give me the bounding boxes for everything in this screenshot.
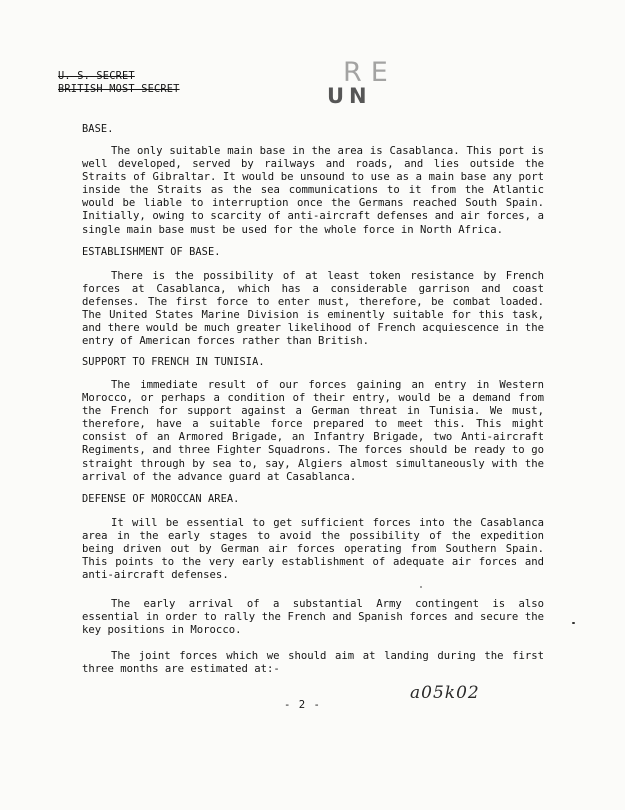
paragraph-establishment: There is the possibility of at least token resistance by French forces at Casablanca, which has a considerable garrison and coast defenses. The first force to enter must, therefore, be combat loaded. The United States Marine Division is eminently suitable for this task, and there would be much greater likelihood of French acquiescence in the entry of American forces rather than British. <box>82 270 544 348</box>
classification-us-secret: U. S. SECRET <box>58 70 135 82</box>
section-heading-establishment: ESTABLISHMENT OF BASE. <box>82 246 221 258</box>
scan-speck <box>420 586 422 588</box>
paragraph-defense-morocco-2: The early arrival of a substantial Army contingent is also essential in order to rally the French and Spanish forces and secure the key positions in Morocco. <box>82 598 544 637</box>
section-heading-support-tunisia: SUPPORT TO FRENCH IN TUNISIA. <box>82 356 265 368</box>
declassification-stamp-line2: UN <box>327 84 372 108</box>
page-number: - 2 - <box>284 699 321 711</box>
paragraph-support-tunisia: The immediate result of our forces gaining an entry in Western Morocco, or perhaps a condition of their entry, would be a demand from the French for support against a German threat in Tunisia. We must, therefore, have a suitable force prepared to meet this. This might consist of an Armored Brigade, an Infantry Brigade, two Anti-aircraft Regiments, and three Fighter Squadrons. The forces should be ready to go straight through by sea to, say, Algiers almost simultaneously with the arrival of the advance guard at Casablanca. <box>82 379 544 483</box>
paragraph-defense-morocco-1: It will be essential to get sufficient forces into the Casablanca area in the early stages to avoid the possibility of the expedition being driven out by German air forces operating from Southern Spain. This points to the very early establishment of adequate air forces and anti-aircraft defenses. <box>82 517 544 582</box>
handwritten-note: a05k02 <box>410 683 480 703</box>
scan-speck <box>572 622 575 624</box>
paragraph-defense-morocco-3: The joint forces which we should aim at landing during the first three months are estimated at:- <box>82 650 544 676</box>
section-heading-defense-morocco: DEFENSE OF MOROCCAN AREA. <box>82 493 240 505</box>
declassification-stamp-line1: RE <box>343 57 397 88</box>
section-heading-base: BASE. <box>82 123 114 135</box>
classification-british-most-secret: BRITISH MOST SECRET <box>58 83 180 95</box>
paragraph-base: The only suitable main base in the area is Casablanca. This port is well developed, served by railways and roads, and lies outside the Straits of Gibraltar. It would be unsound to use as a main base any port inside the Straits as the sea communications to it from the Atlantic would be liable to interruption once the Germans reached South Spain. Initially, owing to scarcity of anti-aircraft defenses and air forces, a single main base must be used for the whole force in North Africa. <box>82 145 544 236</box>
